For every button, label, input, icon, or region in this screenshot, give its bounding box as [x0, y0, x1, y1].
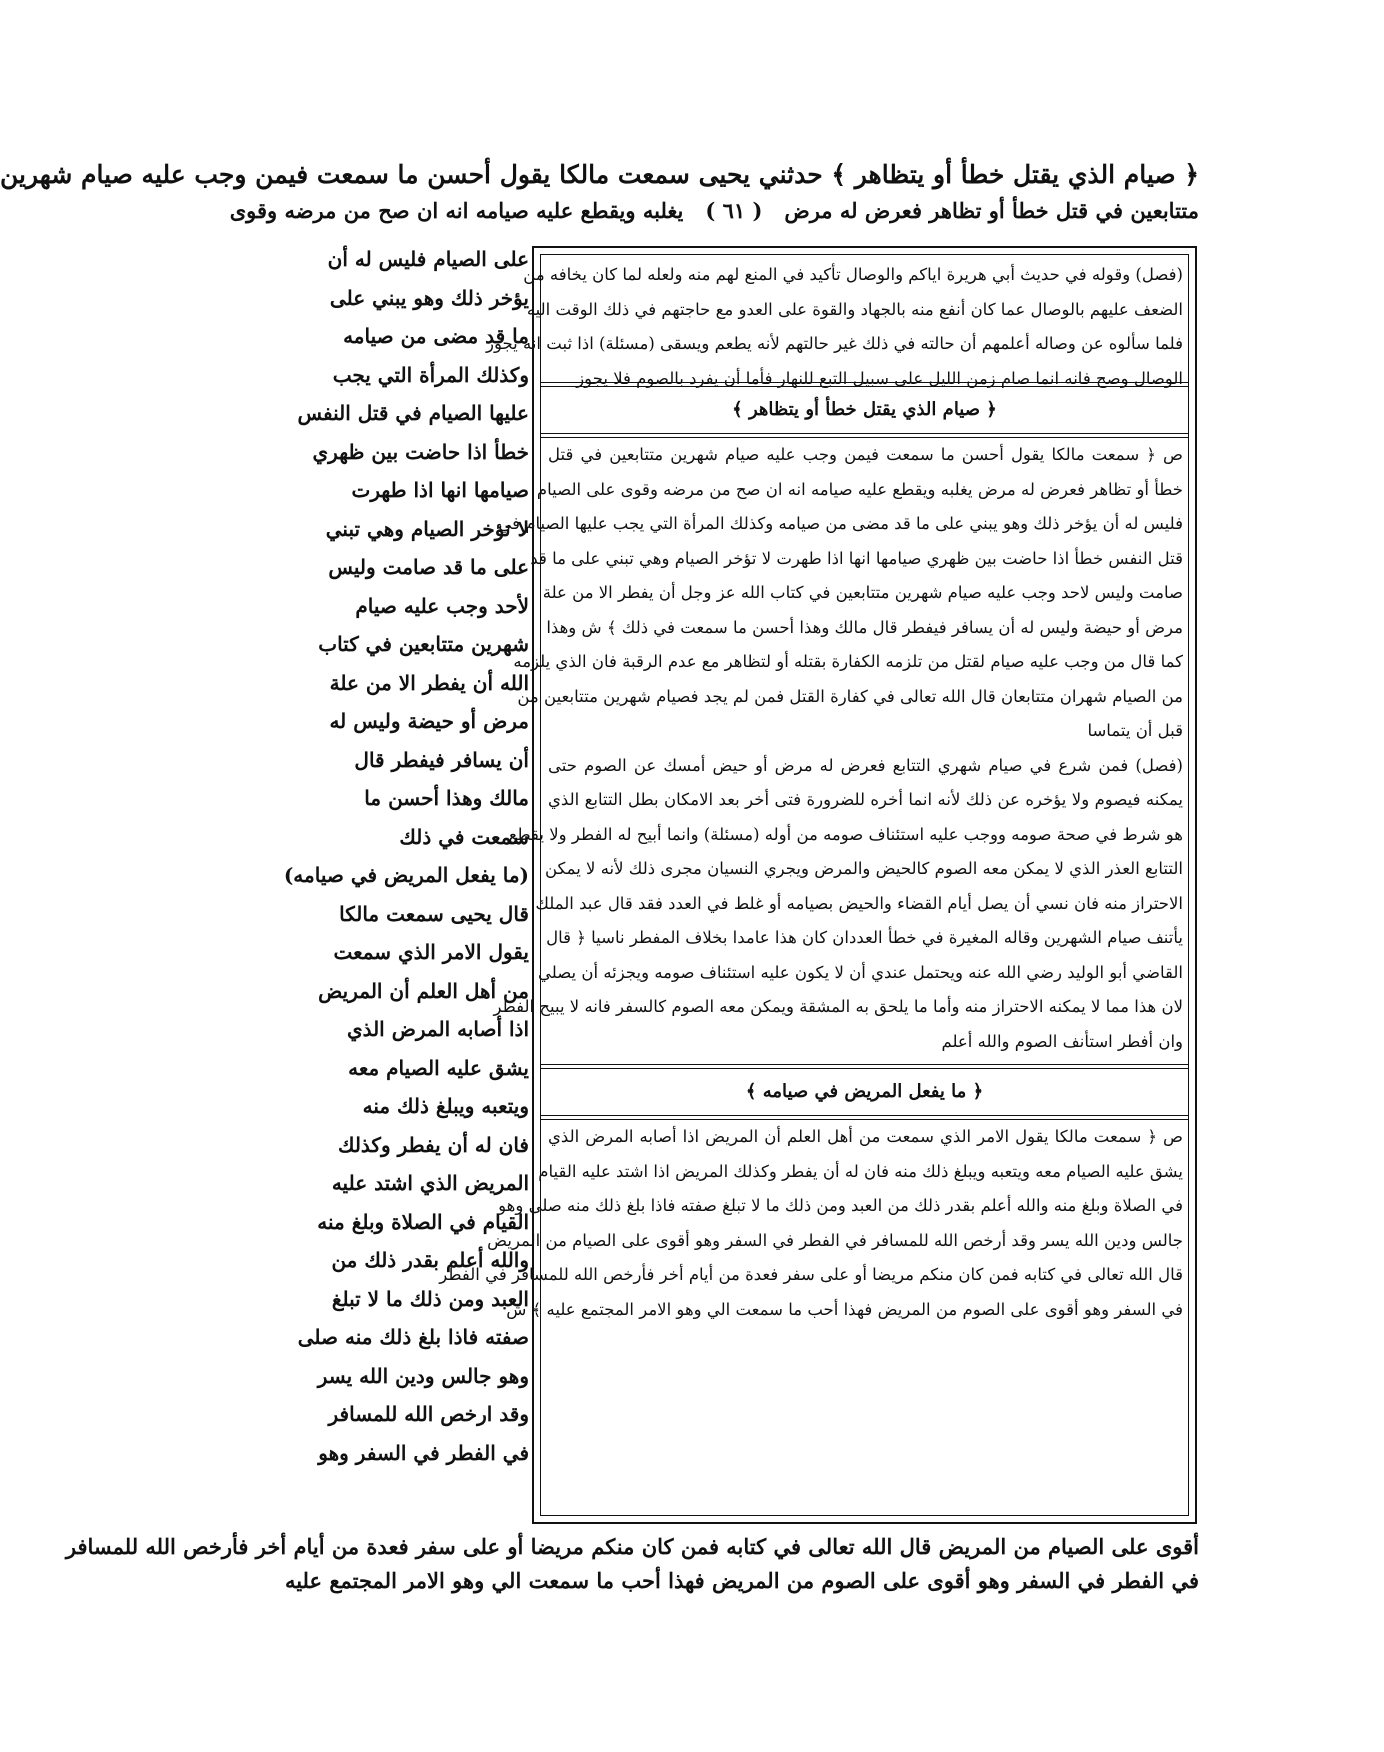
side-column-line: يؤخر ذلك وهو يبني على	[329, 285, 529, 310]
side-column-line: (ما يفعل المريض في صيامه)	[283, 863, 529, 887]
commentary-line: كما قال من وجب عليه صيام لقتل من تلزمه الكفارة بقتله أو لتظاهر مع عدم الرقبة فان الذي يلزمه	[513, 652, 1183, 671]
section-heading-sick-fasting	[540, 1068, 1189, 1116]
header-line-2-right: متتابعين في قتل خطأ أو تظاهر فعرض له مرض	[784, 198, 1199, 223]
header-line-2	[229, 196, 1199, 226]
commentary-line: مرض أو حيضة وليس له أن يسافر فيفطر قال مالك وهذا أحسن ما سمعت في ذلك ﴾ ش وهذا	[546, 617, 1183, 637]
commentary-line: قتل النفس خطأ اذا حاضت بين ظهري صيامها انها اذا طهرت لا تؤخر الصيام وهي تبني على ما قد	[530, 548, 1183, 568]
commentary-line: فليس له أن يؤخر ذلك وهو يبني على ما قد مضى من صيامه وكذلك المرأة التي يجب عليها الصيام في	[498, 514, 1183, 533]
section-heading-killing-by-mistake	[540, 386, 1189, 434]
section-heading-text: ﴿ ما يفعل المريض في صيامه ﴾	[745, 1081, 984, 1102]
commentary-line: وان أفطر استأنف الصوم والله أعلم	[941, 1031, 1183, 1051]
side-column-line: فان له أن يفطر وكذلك	[337, 1132, 529, 1157]
side-column-line: مرض أو حيضة وليس له	[329, 709, 529, 733]
side-column-line: ما قد مضى من صيامه	[343, 324, 529, 348]
side-column-line: مالك وهذا أحسن ما	[364, 786, 529, 810]
side-column-line: وقد ارخص الله للمسافر	[328, 1402, 529, 1426]
side-column-line: أن يسافر فيفطر قال	[354, 747, 529, 772]
side-column-line: عليها الصيام في قتل النفس	[297, 401, 529, 425]
side-column-line: صيامها انها اذا طهرت	[351, 478, 529, 502]
divider	[540, 382, 1189, 383]
side-column-line: قال يحيى سمعت مالكا	[339, 901, 529, 926]
side-column-line: سمعت في ذلك	[399, 824, 529, 849]
bottom-text-line: أقوى على الصيام من المريض قال الله تعالى في كتابه فمن كان منكم مريضا أو على سفر فعدة من أيام أخر فأرخص الله للمسافر	[65, 1534, 1199, 1559]
divider	[540, 1064, 1189, 1065]
commentary-line: يأتنف صيام الشهرين وقاله المغيرة في خطأ العددان كان هذا عامدا بخلاف المفطر ناسيا ﴿ قال	[546, 928, 1183, 947]
commentary-line: فلما سألوه عن وصاله أعلمهم أن حالته في ذلك غير حالتهم لأنه يطعم ويسقى (مسئلة) اذا ثبت انه يجوز	[486, 334, 1183, 353]
side-column-line: على ما قد صامت وليس	[328, 555, 529, 579]
commentary-line: قال الله تعالى في كتابه فمن كان منكم مريضا أو على سفر فعدة من أيام أخر فأرخص الله للمسافر في الفطر	[439, 1265, 1183, 1284]
side-column-line: الله أن يفطر الا من علة	[329, 670, 529, 695]
commentary-line: ص ﴿ سمعت مالكا يقول الامر الذي سمعت من أهل العلم أن المريض اذا أصابه المرض الذي	[548, 1127, 1183, 1146]
commentary-line: الضعف عليهم بالوصال عما كان أنفع منه بالجهاد والقوة على العدو مع حاجتهم في ذلك الوقت اليه	[526, 299, 1183, 319]
side-column-line: لا تؤخر الصيام وهي تبني	[325, 516, 529, 541]
commentary-bottom-paragraph	[439, 1120, 1183, 1327]
commentary-line: الوصال وصح فانه انما صام زمن الليل على سبيل التبع للنهار فأما أن يفرد بالصوم فلا يجوز	[576, 368, 1183, 388]
side-column-line: والله أعلم بقدر ذلك من	[331, 1248, 529, 1272]
commentary-line: يشق عليه الصيام معه ويتعبه ويبلغ ذلك منه فان له أن يفطر وكذلك المريض اذا اشتد عليه القيام	[538, 1161, 1183, 1181]
commentary-line: القاضي أبو الوليد رضي الله عنه ويحتمل عندي أن لا يكون عليه استئناف صومه ويجزئه أن يصلي	[538, 962, 1183, 982]
side-column-line: لأحد وجب عليه صيام	[355, 593, 529, 618]
side-column-line: المريض الذي اشتد عليه	[331, 1171, 529, 1195]
commentary-line: الاحتراز منه فان نسي أن يصل أيام القضاء والحيض بصيامه أو غلط في العدد فقد قال عبد الملك	[535, 893, 1183, 913]
commentary-line: في الصلاة وبلغ منه والله أعلم بقدر ذلك من العبد ومن ذلك ما لا تبلغ صفته فاذا بلغ ذلك منه صلى وهو	[498, 1196, 1183, 1215]
side-column-line: خطأ اذا حاضت بين ظهري	[312, 439, 529, 464]
bottom-text-line: في الفطر في السفر وهو أقوى على الصوم من المريض فهذا أحب ما سمعت الي وهو الامر المجتمع عليه	[284, 1568, 1199, 1593]
commentary-top-paragraph	[486, 258, 1183, 396]
commentary-line: قبل أن يتماسا	[1087, 721, 1183, 740]
header-line-1: ﴿ صيام الذي يقتل خطأ أو يتظاهر ﴾ حدثني يحيى سمعت مالكا يقول أحسن ما سمعت فيمن وجب عليه صيام شهرين	[0, 160, 1199, 189]
commentary-line: (فصل) وقوله في حديث أبي هريرة اياكم والوصال تأكيد في المنع لهم منه ولعله لما كان يخافه من	[523, 265, 1183, 284]
commentary-line: صامت وليس لاحد وجب عليه صيام شهرين متتابعين في كتاب الله عز وجل أن يفطر الا من علة	[542, 583, 1183, 602]
commentary-line: هو شرط في صحة صومه ووجب عليه استئناف صومه من أوله (مسئلة) وانما أبيح له الفطر ولا يقطع	[508, 824, 1183, 844]
commentary-line: يمكنه فيصوم ولا يؤخره عن ذلك لأنه انما أخره للضرورة فتى أخر بعد الامكان بطل التتابع الذي	[548, 790, 1183, 809]
side-column-line: على الصيام فليس له أن	[327, 247, 529, 271]
side-column-line: العبد ومن ذلك ما لا تبلغ	[331, 1286, 529, 1311]
side-column-line: شهرين متتابعين في كتاب	[318, 632, 529, 656]
commentary-line: في السفر وهو أقوى على الصوم من المريض فهذا أحب ما سمعت الي وهو الامر المجتمع عليه ﴾ ش	[506, 1299, 1183, 1319]
header-line-2-left: يغلبه ويقطع عليه صيامه انه ان صح من مرضه وقوى	[229, 198, 684, 223]
side-column-line: صفته فاذا بلغ ذلك منه صلى	[297, 1325, 529, 1349]
side-column-line: اذا أصابه المرض الذي	[346, 1017, 529, 1041]
side-column-line: في الفطر في السفر وهو	[318, 1440, 529, 1465]
commentary-line: جالس ودين الله يسر وقد أرخص الله للمسافر في الفطر في السفر وهو أقوى على الصيام من المريض	[487, 1230, 1183, 1250]
side-column-line: يقول الامر الذي سمعت	[333, 940, 529, 964]
side-column-line: وهو جالس ودين الله يسر	[317, 1363, 529, 1388]
commentary-line: من الصيام شهران متتابعان قال الله تعالى في كفارة القتل فمن لم يجد فصيام شهرين متتابعين من	[517, 686, 1183, 706]
commentary-line: التتابع العذر الذي لا يمكن معه الصوم كالحيض والمرض ويجري النسيان مجرى ذلك لأنه لا يمكن	[545, 859, 1183, 878]
page-number: ( ٦١ )	[705, 198, 763, 223]
side-column-line: القيام في الصلاة وبلغ منه	[317, 1209, 529, 1234]
commentary-line: (فصل) فمن شرع في صيام شهري التتابع فعرض له مرض أو حيض أمسك عن الصوم حتى	[548, 755, 1183, 775]
side-column-line: من أهل العلم أن المريض	[318, 978, 529, 1003]
side-column-line: ويتعبه ويبلغ ذلك منه	[362, 1094, 529, 1118]
side-column-line: يشق عليه الصيام معه	[348, 1055, 529, 1080]
bottom-main-text	[65, 1530, 1199, 1598]
commentary-line: ص ﴿ سمعت مالكا يقول أحسن ما سمعت فيمن وجب عليه صيام شهرين متتابعين في قتل	[548, 445, 1183, 464]
side-column-line: وكذلك المرأة التي يجب	[332, 362, 529, 387]
section-heading-text: ﴿ صيام الذي يقتل خطأ أو يتظاهر ﴾	[732, 399, 997, 420]
commentary-line: خطأ أو تظاهر فعرض له مرض يغلبه ويقطع عليه صيامه انه ان صح من مرضه وقوى على الصيام	[536, 479, 1183, 499]
commentary-line: لان هذا مما لا يمكنه الاحتراز منه وأما ما يلحق به المشقة ويمكن معه الصوم كالسفر فانه لا يبيح الفطر	[493, 997, 1183, 1016]
commentary-middle-paragraphs	[493, 438, 1183, 1059]
